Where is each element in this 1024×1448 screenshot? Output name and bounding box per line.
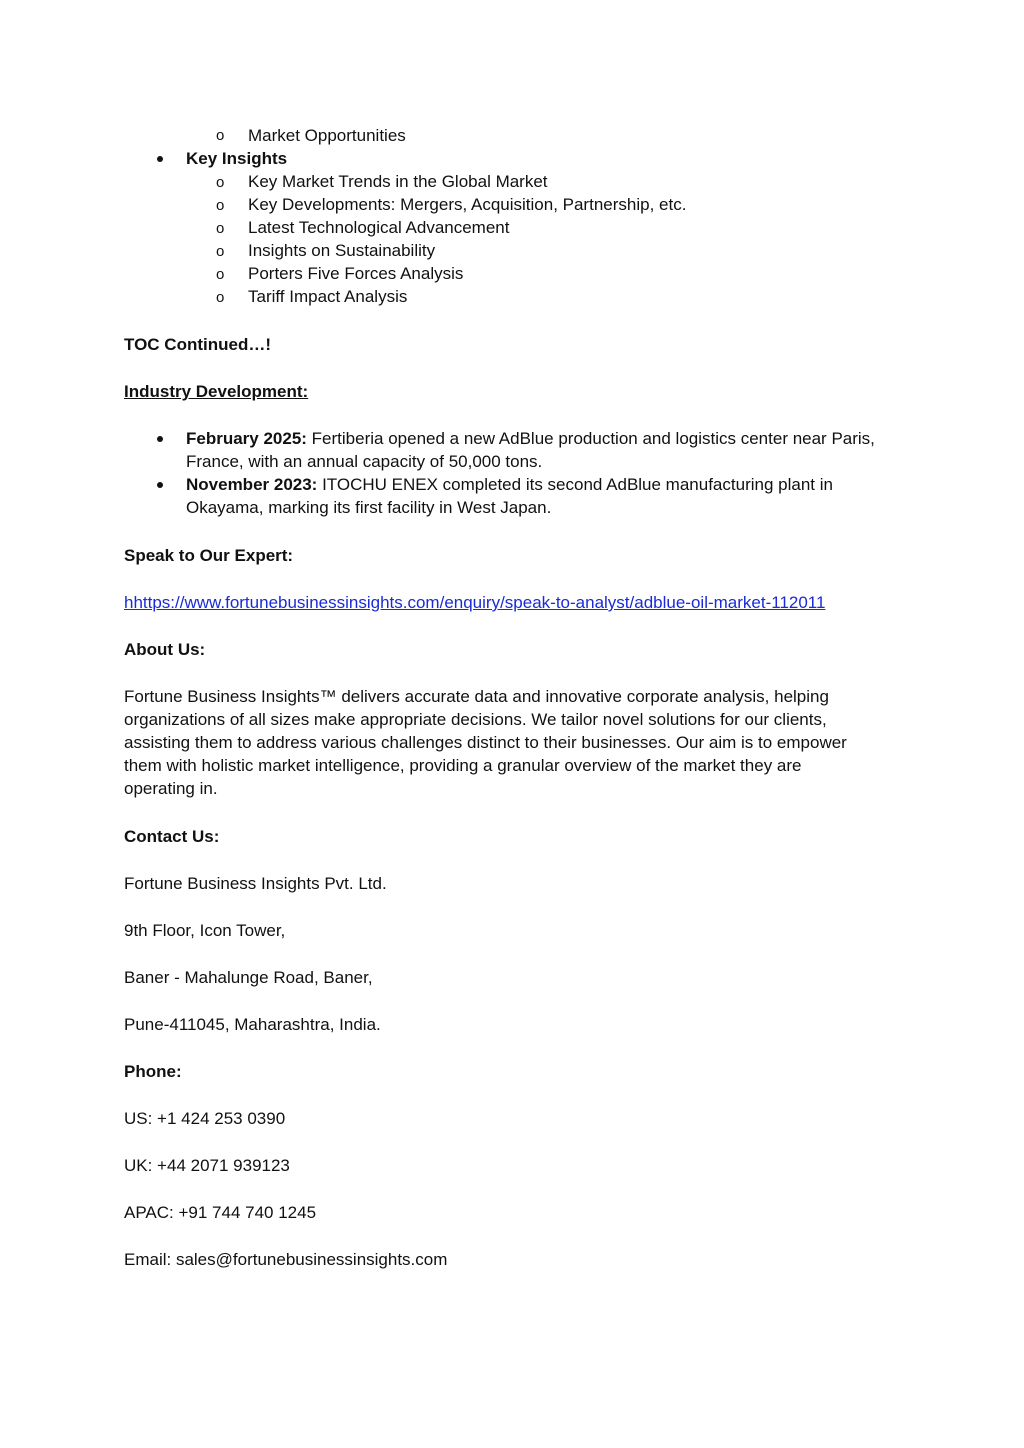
expert-heading: Speak to Our Expert: — [124, 546, 294, 565]
sub-bullet-icon: o — [216, 127, 225, 144]
industry-item-text: ITOCHU ENEX completed its second AdBlue manufacturing plant in — [317, 475, 833, 494]
bullet-icon — [157, 482, 163, 488]
industry-item-text-cont: Okayama, marking its first facility in West Japan. — [186, 498, 552, 517]
industry-item-text-cont: France, with an annual capacity of 50,000 tons. — [186, 452, 543, 471]
sub-bullet-icon: o — [216, 289, 225, 306]
expert-link[interactable]: hhttps://www.fortunebusinessinsights.com/enquiry/speak-to-analyst/adblue-oil-market-112011 — [124, 593, 826, 612]
phone-us: US: +1 424 253 0390 — [124, 1109, 286, 1128]
toc-sub-item: Insights on Sustainability — [248, 241, 436, 260]
toc-sub-item: Key Developments: Mergers, Acquisition, Partnership, etc. — [248, 195, 687, 214]
about-line: operating in. — [124, 779, 218, 798]
contact-address-line: Pune-411045, Maharashtra, India. — [124, 1015, 381, 1034]
bullet-icon — [157, 436, 163, 442]
sub-bullet-icon: o — [216, 243, 225, 260]
sub-bullet-icon: o — [216, 220, 225, 237]
industry-heading: Industry Development: — [124, 382, 309, 401]
industry-item-date: February 2025: — [186, 429, 307, 448]
about-line: Fortune Business Insights™ delivers accurate data and innovative corporate analysis, helping — [124, 687, 829, 706]
industry-item-date: November 2023: — [186, 475, 318, 494]
phone-uk: UK: +44 2071 939123 — [124, 1156, 290, 1175]
about-line: organizations of all sizes make appropriate decisions. We tailor novel solutions for our clients, — [124, 710, 827, 729]
toc-continued: TOC Continued…! — [124, 335, 271, 354]
contact-email: Email: sales@fortunebusinessinsights.com — [124, 1250, 448, 1269]
phone-heading: Phone: — [124, 1062, 182, 1081]
industry-item — [186, 473, 833, 496]
phone-apac: APAC: +91 744 740 1245 — [124, 1203, 317, 1222]
contact-address-line: Baner - Mahalunge Road, Baner, — [124, 968, 373, 987]
toc-sub-item: Tariff Impact Analysis — [248, 287, 408, 306]
contact-company: Fortune Business Insights Pvt. Ltd. — [124, 874, 387, 893]
toc-sub-item: Latest Technological Advancement — [248, 218, 510, 237]
sub-bullet-icon: o — [216, 266, 225, 283]
industry-item-text: Fertiberia opened a new AdBlue production and logistics center near Paris, — [306, 429, 875, 448]
contact-address-line: 9th Floor, Icon Tower, — [124, 921, 286, 940]
about-heading: About Us: — [124, 640, 206, 659]
industry-item — [186, 427, 875, 450]
toc-section-key-insights: Key Insights — [186, 149, 288, 168]
about-line: them with holistic market intelligence, providing a granular overview of the market they are — [124, 756, 802, 775]
bullet-icon — [157, 156, 163, 162]
toc-item: Market Opportunities — [248, 126, 406, 145]
sub-bullet-icon: o — [216, 197, 225, 214]
toc-sub-item: Porters Five Forces Analysis — [248, 264, 464, 283]
about-line: assisting them to address various challenges distinct to their businesses. Our aim is to empower — [124, 733, 847, 752]
sub-bullet-icon: o — [216, 174, 225, 191]
toc-sub-item: Key Market Trends in the Global Market — [248, 172, 548, 191]
contact-heading: Contact Us: — [124, 827, 220, 846]
